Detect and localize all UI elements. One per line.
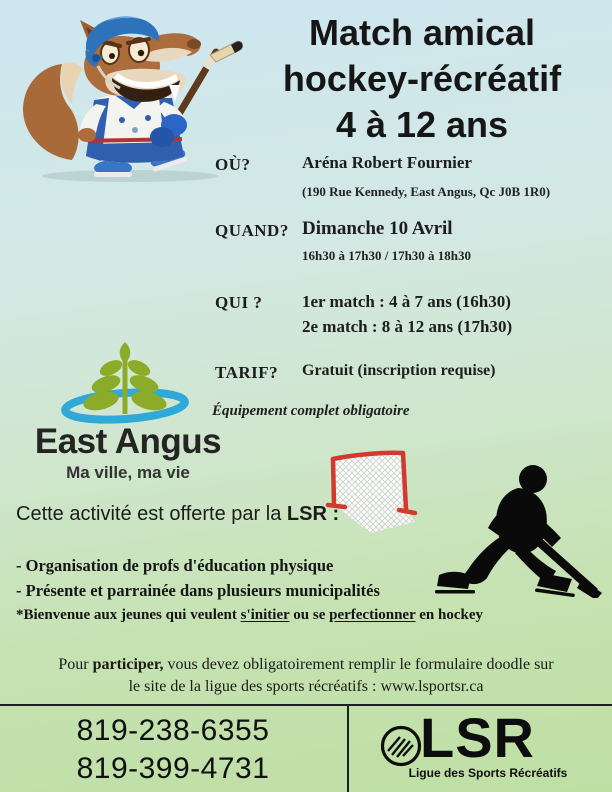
offer-bullet-2: - Présente et parrainée dans plusieurs municipalités: [16, 581, 380, 600]
title-line-3: 4 à 12 ans: [335, 104, 509, 145]
where-value: Aréna Robert Fournier: [302, 153, 472, 172]
who-label: QUI ?: [215, 293, 263, 312]
participation-note: [0, 654, 612, 698]
welcome-note: *Bienvenue aux jeunes qui veulent s'initier ou se perfectionner en hockey: [16, 607, 483, 623]
where-address: (190 Rue Kennedy, East Angus, Qc J0B 1R0): [302, 184, 551, 199]
lsr-logo-subtitle: Ligue des Sports Récréatifs: [408, 766, 568, 780]
when-times: 16h30 à 17h30 / 17h30 à 18h30: [302, 248, 472, 263]
offer-bullet-1: - Organisation de profs d'éducation physique: [16, 556, 334, 575]
participation-line-2: le site de la ligue des sports récréatifs : www.lsportsr.ca: [128, 678, 484, 695]
underlined-s-initier: s'initier: [240, 607, 290, 623]
when-label: QUAND?: [215, 221, 289, 240]
east-angus-tree-logo-icon: [50, 340, 200, 428]
east-angus-tagline: Ma ville, ma vie: [66, 463, 190, 482]
hockey-player-silhouette-icon: [430, 458, 605, 598]
who-value-1: 1er match : 4 à 7 ans (16h30): [302, 292, 511, 311]
phone-number-1: 819-238-6355: [76, 714, 270, 747]
offer-intro-lsr: LSR :: [286, 503, 340, 525]
title-line-2: hockey-récréatif: [282, 58, 562, 99]
price-value: Gratuit (inscription requise): [302, 362, 496, 379]
participation-line-1: Pour participer, vous devez obligatoirement remplir le formulaire doodle sur: [58, 656, 554, 673]
fox-hockey-mascot-icon: [10, 8, 245, 183]
equipment-note: Équipement complet obligatoire: [212, 403, 410, 419]
lsr-puck-icon: [380, 725, 422, 767]
offer-intro: [16, 503, 339, 526]
participer-bold: participer,: [92, 656, 164, 673]
footer-vertical-divider: [347, 704, 349, 792]
east-angus-name: East Angus: [34, 422, 222, 461]
title-line-1: Match amical: [308, 12, 536, 53]
phone-number-2: 819-399-4731: [76, 752, 270, 785]
when-value: Dimanche 10 Avril: [302, 218, 453, 239]
lsr-logo-acronym: LSR: [420, 706, 535, 769]
offer-intro-text: Cette activité est offerte par la: [16, 503, 287, 525]
where-label: OÙ?: [215, 155, 251, 174]
hockey-net-icon: [322, 443, 427, 543]
who-value-2: 2e match : 8 à 12 ans (17h30): [302, 317, 513, 336]
underlined-perfectionner: perfectionner: [329, 607, 416, 623]
price-label: TARIF?: [215, 363, 279, 382]
poster-title: [238, 10, 606, 148]
